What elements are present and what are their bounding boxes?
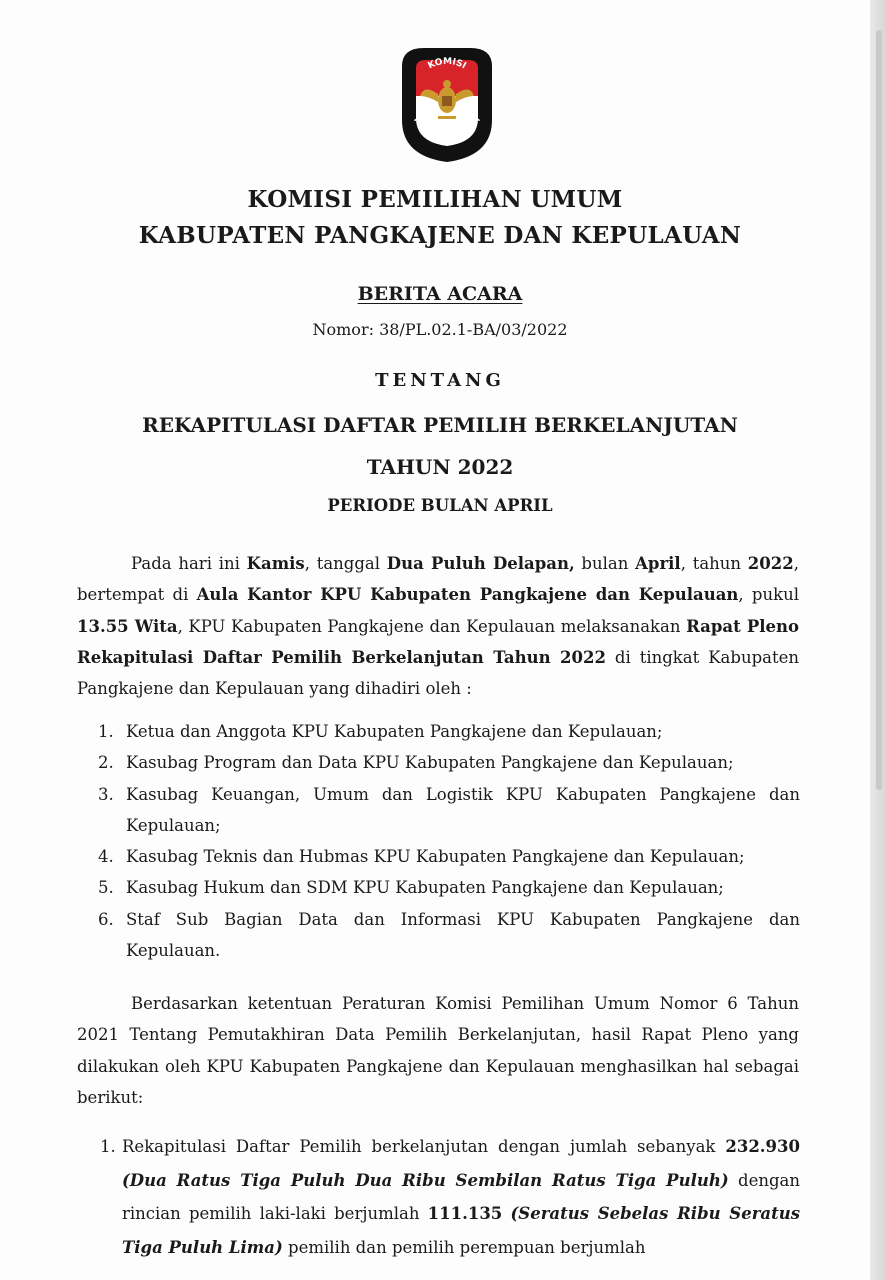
scrollbar[interactable]: [876, 30, 882, 790]
tentang-heading: TENTANG: [375, 370, 505, 391]
list-item: 1. Rekapitulasi Daftar Pemilih berkelanjutan dengan jumlah sebanyak 232.930 (Dua Ratus Tiga Puluh Dua Ribu Sembilan Ratus Tiga Puluh) dengan rincian pemilih laki-laki berjumlah 111.135 (Seratus Sebelas Ribu Seratus Tiga Puluh Lima) pemilih dan pemilih perempuan berjumlah: [100, 1137, 800, 1257]
basis-paragraph: Berdasarkan ketentuan Peraturan Komisi Pemilihan Umum Nomor 6 Tahun 2021 Tentang Pemutakhiran Data Pemilih Berkelanjutan, hasil Rapat Pleno yang dilakukan oleh KPU Kabupaten Pangkajene dan Kepulauan menghasilkan hal sebagai berikut:: [77, 994, 799, 1107]
list-item: 4. Kasubag Teknis dan Hubmas KPU Kabupaten Pangkajene dan Kepulauan;: [98, 847, 745, 867]
list-item: 5. Kasubag Hukum dan SDM KPU Kabupaten Pangkajene dan Kepulauan;: [98, 878, 724, 898]
document-number: Nomor: 38/PL.02.1-BA/03/2022: [312, 320, 568, 339]
document-subject: REKAPITULASI DAFTAR PEMILIH BERKELANJUTAN: [142, 413, 738, 437]
institution-subtitle: KABUPATEN PANGKAJENE DAN KEPULAUAN: [138, 222, 742, 249]
kpu-logo: [394, 44, 500, 164]
institution-title: KOMISI PEMILIHAN UMUM: [247, 186, 623, 213]
document-period: PERIODE BULAN APRIL: [327, 496, 553, 515]
opening-paragraph: Pada hari ini Kamis, tanggal Dua Puluh Delapan, bulan April, tahun 2022, bertempat di Aula Kantor KPU Kabupaten Pangkajene dan Kepulauan, pukul 13.55 Wita, KPU Kabupaten Pangkajene dan Kepulauan melaksanakan Rapat Pleno Rekapitulasi Daftar Pemilih Berkelanjutan Tahun 2022 di tingkat Kabupaten Pangkajene dan Kepulauan yang dihadiri oleh :: [77, 554, 800, 699]
logo-top-text: KOMISI: [426, 56, 468, 72]
attendee-list: [98, 716, 800, 966]
document-year: TAHUN 2022: [366, 455, 514, 479]
list-item: 6. Staf Sub Bagian Data dan Informasi KPU Kabupaten Pangkajene dan Kepulauan.: [98, 909, 800, 961]
list-item: 2. Kasubag Program dan Data KPU Kabupaten Pangkajene dan Kepulauan;: [98, 753, 734, 773]
result-list: [100, 1130, 800, 1264]
logo-bottom-text: PEMILIHAN UMUM: [411, 115, 483, 142]
list-item: 3. Kasubag Keuangan, Umum dan Logistik KPU Kabupaten Pangkajene dan Kepulauan;: [98, 784, 800, 835]
document-type: BERITA ACARA: [357, 283, 523, 305]
list-item: 1. Ketua dan Anggota KPU Kabupaten Pangkajene dan Kepulauan;: [98, 722, 663, 741]
